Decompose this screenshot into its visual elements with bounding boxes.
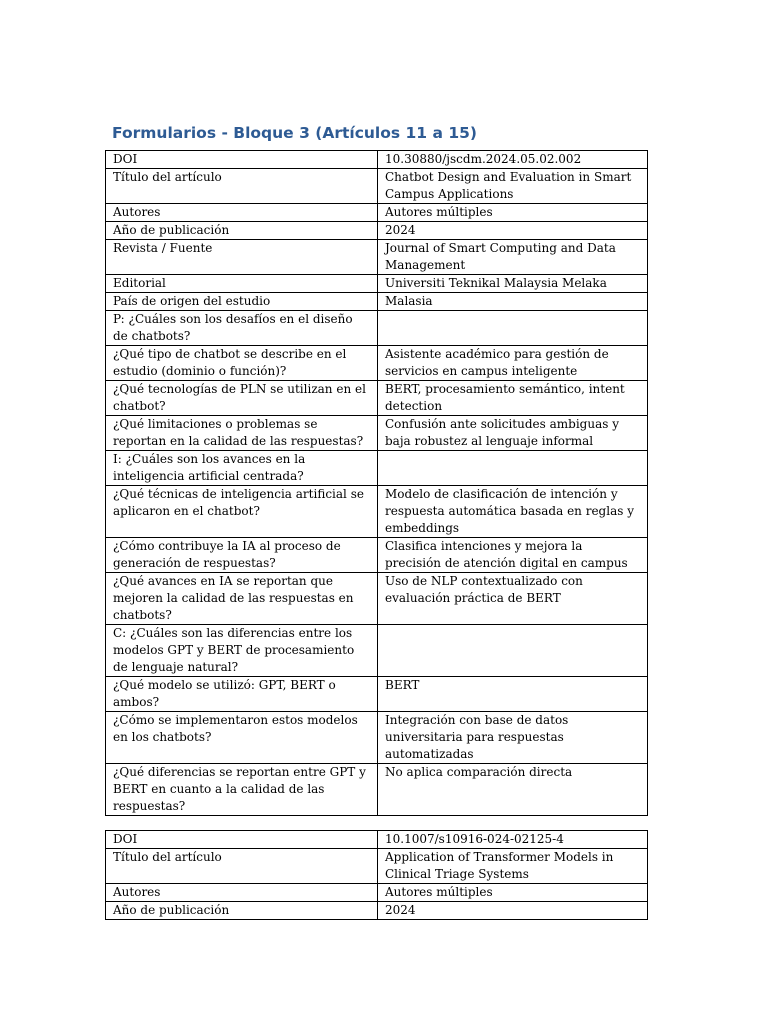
table-row bbox=[106, 346, 648, 381]
field-label: ¿Qué tecnologías de PLN se utilizan en el chatbot? bbox=[106, 381, 378, 416]
field-label: Autores bbox=[106, 884, 378, 902]
field-value: Autores múltiples bbox=[378, 884, 648, 902]
article-form-table-1 bbox=[105, 150, 648, 816]
table-row bbox=[106, 884, 648, 902]
field-value: BERT, procesamiento semántico, intent detection bbox=[378, 381, 648, 416]
table-row bbox=[106, 151, 648, 169]
field-label: Año de publicación bbox=[106, 222, 378, 240]
table-row bbox=[106, 416, 648, 451]
field-label: Revista / Fuente bbox=[106, 240, 378, 275]
field-label: ¿Qué avances en IA se reportan que mejoren la calidad de las respuestas en chatbots? bbox=[106, 573, 378, 625]
table-row bbox=[106, 849, 648, 884]
table-row bbox=[106, 677, 648, 712]
table-row bbox=[106, 311, 648, 346]
article-form-table-2 bbox=[105, 830, 648, 920]
table-row bbox=[106, 625, 648, 677]
field-value: Universiti Teknikal Malaysia Melaka bbox=[378, 275, 648, 293]
field-value: Clasifica intenciones y mejora la precisión de atención digital en campus bbox=[378, 538, 648, 573]
table-row bbox=[106, 275, 648, 293]
table-row bbox=[106, 573, 648, 625]
table-row bbox=[106, 764, 648, 816]
field-label: ¿Qué diferencias se reportan entre GPT y BERT en cuanto a la calidad de las respuestas? bbox=[106, 764, 378, 816]
field-value: Malasia bbox=[378, 293, 648, 311]
field-value: Application of Transformer Models in Clinical Triage Systems bbox=[378, 849, 648, 884]
field-value: Integración con base de datos universitaria para respuestas automatizadas bbox=[378, 712, 648, 764]
field-label: Título del artículo bbox=[106, 849, 378, 884]
table-row bbox=[106, 293, 648, 311]
table-row bbox=[106, 381, 648, 416]
field-label: ¿Cómo contribuye la IA al proceso de generación de respuestas? bbox=[106, 538, 378, 573]
field-value: Confusión ante solicitudes ambiguas y baja robustez al lenguaje informal bbox=[378, 416, 648, 451]
field-label: ¿Qué tipo de chatbot se describe en el estudio (dominio o función)? bbox=[106, 346, 378, 381]
field-value: Asistente académico para gestión de servicios en campus inteligente bbox=[378, 346, 648, 381]
field-value: No aplica comparación directa bbox=[378, 764, 648, 816]
table-row bbox=[106, 538, 648, 573]
field-value: 2024 bbox=[378, 902, 648, 920]
field-value: 10.30880/jscdm.2024.05.02.002 bbox=[378, 151, 648, 169]
field-label: Autores bbox=[106, 204, 378, 222]
field-label: C: ¿Cuáles son las diferencias entre los modelos GPT y BERT de procesamiento de lenguaje natural? bbox=[106, 625, 378, 677]
table-row bbox=[106, 486, 648, 538]
field-label: Año de publicación bbox=[106, 902, 378, 920]
table-row bbox=[106, 451, 648, 486]
field-value: Journal of Smart Computing and Data Management bbox=[378, 240, 648, 275]
field-value: Uso de NLP contextualizado con evaluación práctica de BERT bbox=[378, 573, 648, 625]
field-label: País de origen del estudio bbox=[106, 293, 378, 311]
table-row bbox=[106, 222, 648, 240]
field-value: Chatbot Design and Evaluation in Smart Campus Applications bbox=[378, 169, 648, 204]
field-value: Modelo de clasificación de intención y respuesta automática basada en reglas y embeddings bbox=[378, 486, 648, 538]
field-label: ¿Qué técnicas de inteligencia artificial se aplicaron en el chatbot? bbox=[106, 486, 378, 538]
field-label: DOI bbox=[106, 151, 378, 169]
table-row bbox=[106, 712, 648, 764]
field-value bbox=[378, 451, 648, 486]
field-label: DOI bbox=[106, 831, 378, 849]
field-value bbox=[378, 625, 648, 677]
field-value bbox=[378, 311, 648, 346]
field-label: ¿Cómo se implementaron estos modelos en los chatbots? bbox=[106, 712, 378, 764]
field-label: I: ¿Cuáles son los avances en la inteligencia artificial centrada? bbox=[106, 451, 378, 486]
table-row bbox=[106, 204, 648, 222]
table-row bbox=[106, 169, 648, 204]
field-label: Editorial bbox=[106, 275, 378, 293]
table-row bbox=[106, 902, 648, 920]
field-label: ¿Qué limitaciones o problemas se reportan en la calidad de las respuestas? bbox=[106, 416, 378, 451]
field-label: ¿Qué modelo se utilizó: GPT, BERT o ambos? bbox=[106, 677, 378, 712]
field-value: Autores múltiples bbox=[378, 204, 648, 222]
field-value: BERT bbox=[378, 677, 648, 712]
field-value: 10.1007/s10916-024-02125-4 bbox=[378, 831, 648, 849]
field-label: Título del artículo bbox=[106, 169, 378, 204]
field-value: 2024 bbox=[378, 222, 648, 240]
field-label: P: ¿Cuáles son los desafíos en el diseño de chatbots? bbox=[106, 311, 378, 346]
table-row bbox=[106, 240, 648, 275]
table-row bbox=[106, 831, 648, 849]
page-title: Formularios - Bloque 3 (Artículos 11 a 15) bbox=[112, 124, 477, 142]
